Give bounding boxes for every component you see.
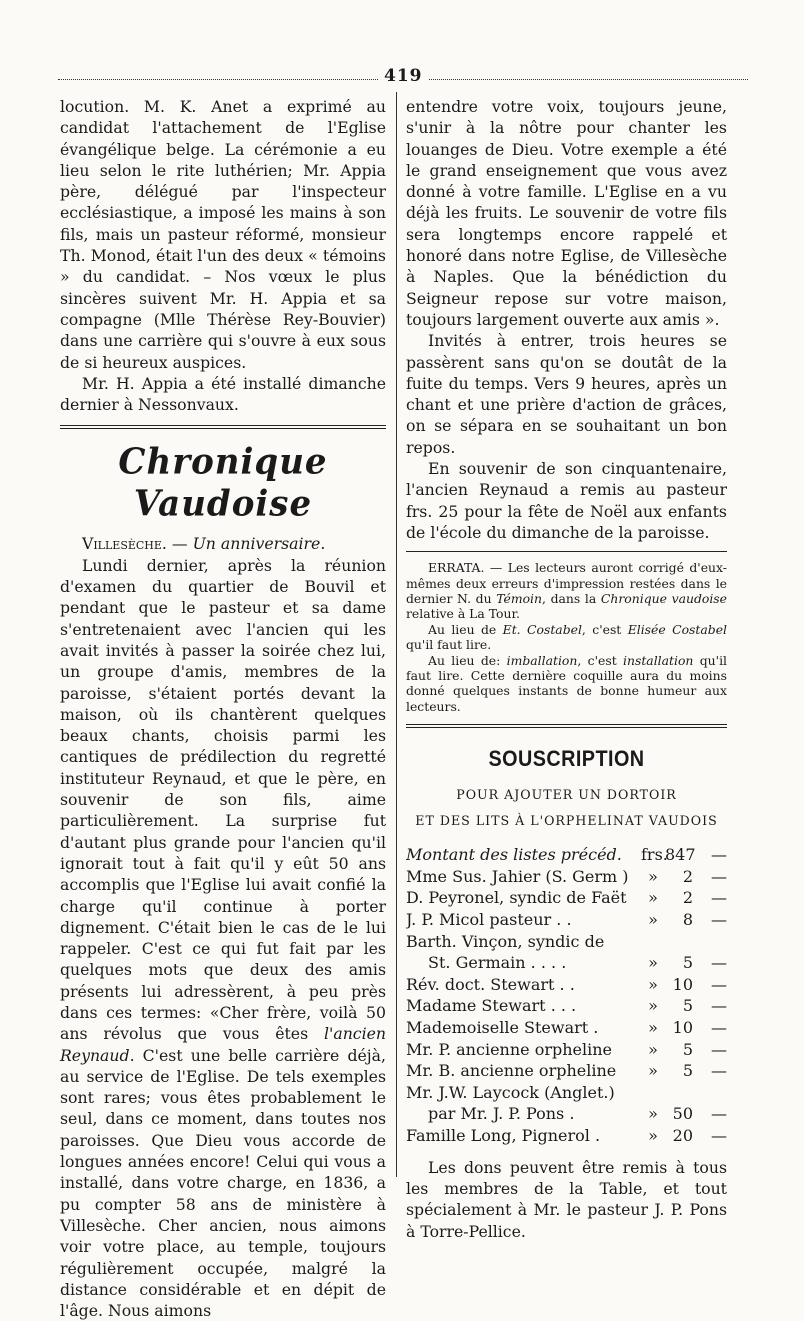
list-item-dash: — xyxy=(711,996,727,1016)
errata-2a: Au lieu de xyxy=(428,621,503,637)
list-item xyxy=(406,1060,727,1082)
list-item-dash: — xyxy=(711,1018,727,1038)
list-item-name: Rév. doct. Stewart . . xyxy=(406,974,575,994)
list-item-dash: — xyxy=(711,888,727,908)
list-item xyxy=(406,995,727,1017)
paragraph-2: Invités à entrer, trois heures se passèrent sans qu'on se doutât de la fuite du temps. Vers 9 heures, après un chant et une prière d'action de grâces, on se sépara en se souhaitant un bon repos. xyxy=(406,331,727,457)
intro-paragraph: locution. M. K. Anet a exprimé au candidat l'attachement de l'Eglise évangélique belge. La cérémonie a eu lieu selon le rite luthérien; Mr. Appia père, délégué par l'inspecteur ecclésiastique, a imposé les mains à son fils, mais un pasteur réformé, monsieur Th. Monod, était l'un des deux « témoins » du candidat. – Nos vœux le plus sincères suivent Mr. H. Appia et sa compagne (Mlle Thérèse Rey-Bouvier) dans une carrière qui s'ouvre à eux sous de si heureux auspices. xyxy=(60,97,386,372)
list-item xyxy=(406,974,727,996)
errata-1a: ERRATA. — Les lecteurs auront corrigé d'eux-mêmes deux erreurs d'impression restées dans le dernier N. du xyxy=(406,560,727,607)
list-item-dash: — xyxy=(711,1061,727,1081)
list-item-dash: — xyxy=(711,845,727,865)
souscription-divider xyxy=(406,724,727,728)
errata-line-3 xyxy=(406,653,727,715)
section-title: Chronique Vaudoise xyxy=(118,441,328,526)
list-item xyxy=(406,952,727,974)
list-item xyxy=(406,866,727,888)
errata-2d: Elisée Costabel xyxy=(627,621,727,637)
list-item-name: Mademoiselle Stewart . xyxy=(406,1018,599,1038)
article-heading-sep: — xyxy=(166,534,193,554)
list-item-name: Mr. J.W. Laycock (Anglet.) xyxy=(406,1082,615,1102)
errata-block xyxy=(406,560,727,714)
list-item-amount: 8 xyxy=(682,910,693,930)
errata-3c: , c'est xyxy=(577,652,624,668)
list-item-dash: — xyxy=(711,866,727,886)
list-item-name: Mr. B. ancienne orpheline xyxy=(406,1061,617,1081)
list-item-name: Barth. Vinçon, syndic de xyxy=(406,931,605,951)
list-item-name: Mme Sus. Jahier (S. Germ ) xyxy=(406,866,629,886)
list-item-amount: 5 xyxy=(682,1061,693,1081)
list-item-dash: — xyxy=(711,910,727,930)
list-item xyxy=(406,909,727,931)
list-item-amount: 2 xyxy=(682,866,693,886)
errata-divider xyxy=(406,551,727,552)
article-body xyxy=(60,555,386,1321)
list-item-name: Montant des listes précéd. xyxy=(406,845,622,865)
errata-1c: , dans la xyxy=(542,591,601,607)
errata-line-2 xyxy=(406,622,727,653)
list-item-name: Mr. P. ancienne orpheline xyxy=(406,1039,612,1059)
list-item-amount: 20 xyxy=(672,1126,693,1146)
article-text-2: . C'est une belle carrière déjà, au service de l'Eglise. De tels exemples sont rares; vous êtes probablement le seul, dans ce moment, dans toutes nos paroisses. Que Dieu vous accorde de longues années encore! Celui qui vous a installé, dans votre charge, en 1836, a pu compter 58 ans de ministère à Villesèche. Cher ancien, nous aimons voir votre place, au temple, toujours régulièrement occupée, malgré la distance considérable et en dépit de l'âge. Nous aimons xyxy=(60,1045,386,1321)
list-item xyxy=(406,1103,727,1125)
list-item xyxy=(406,931,727,953)
errata-2b: Et. Costabel xyxy=(502,621,582,637)
list-item-mark: » xyxy=(648,866,658,886)
article-italic-1: l'ancien Reynaud xyxy=(60,1024,386,1065)
list-item-amount: 847 xyxy=(665,845,696,865)
list-item xyxy=(406,844,727,866)
list-item-amount: 10 xyxy=(672,974,693,994)
list-item-mark: » xyxy=(648,1018,658,1038)
errata-line-1 xyxy=(406,560,727,622)
errata-2e: qu'il faut lire. xyxy=(406,637,492,653)
list-item xyxy=(406,887,727,909)
install-paragraph: Mr. H. Appia a été installé dimanche dernier à Nessonvaux. xyxy=(60,373,386,415)
errata-3e: qu'il faut lire. Cette dernière coquille aura du moins donné quelques instants de bonne humeur aux lecteurs. xyxy=(406,652,727,714)
errata-1b: Témoin xyxy=(496,591,543,607)
subscription-list xyxy=(406,844,727,1146)
list-item-name: Madame Stewart . . . xyxy=(406,996,577,1016)
errata-3b: imballation xyxy=(506,652,578,668)
article-text-1: Lundi dernier, après la réunion d'examen du quartier de Bouvil et pendant que le pasteur et sa dame s'entretenaient avec l'ancien qui les avait invités à passer la soirée chez lui, un groupe d'amis, membres de la paroisse, s'étaient portés devant la maison, où ils chantèrent quelques beaux chants, choisis parmi les cantiques de prédilection du regretté instituteur Reynaud, et que le père, en souvenir de son fils, aime particulièrement. La surprise fut d'autant plus grande pour l'ancien qu'il ignorait tout à fait qu'il y eût 50 ans accomplis que l'Eglise lui avait confié la charge qu'il continue à porter dignement. C'était bien le cas de le lui rappeler. C'est ce qui fut fait par les quelques mots que deux des amis présents lui adressèrent, à peu près dans ces termes: «Cher frère, voilà 50 ans révolus que vous êtes xyxy=(60,555,386,1044)
left-column xyxy=(60,96,386,1321)
souscription-subtitle-1: POUR AJOUTER UN DORTOIR xyxy=(456,787,677,803)
list-item-dash: — xyxy=(711,1126,727,1146)
page-header xyxy=(58,66,748,90)
list-item-name: par Mr. J. P. Pons . xyxy=(428,1104,575,1124)
list-item-mark: » xyxy=(648,974,658,994)
list-item-mark: frs. xyxy=(641,845,668,865)
souscription-subtitle-2: ET DES LITS À L'ORPHELINAT VAUDOIS xyxy=(415,813,718,829)
list-item-amount: 10 xyxy=(672,1018,693,1038)
paragraph-3: En souvenir de son cinquantenaire, l'ancien Reynaud a remis au pasteur frs. 25 pour la fête de Noël aux enfants de l'école du dimanche de la paroisse. xyxy=(406,459,727,542)
article-heading-title: Un anniversaire. xyxy=(192,534,326,554)
errata-1d: Chronique vaudoise xyxy=(600,591,727,607)
list-item-mark: » xyxy=(648,996,658,1016)
list-item xyxy=(406,1017,727,1039)
list-item-amount: 50 xyxy=(672,1104,693,1124)
list-item-name: Famille Long, Pignerol . xyxy=(406,1126,601,1146)
closing-paragraph: Les dons peuvent être remis à tous les membres de la Table, et tout spécialement à Mr. le pasteur J. P. Pons à Torre-Pellice. xyxy=(406,1157,727,1241)
errata-3d: installation xyxy=(623,652,694,668)
list-item-name: St. Germain . . . . xyxy=(428,953,567,973)
section-divider xyxy=(60,425,386,429)
list-item xyxy=(406,1082,727,1104)
list-item-amount: 5 xyxy=(682,996,693,1016)
list-item-name: J. P. Micol pasteur . . xyxy=(406,910,572,930)
list-item-mark: » xyxy=(648,1039,658,1059)
column-divider xyxy=(396,92,397,1177)
continued-text: entendre votre voix, toujours jeune, s'unir à la nôtre pour chanter les louanges de Dieu. Votre exemple a été le grand enseignement que vous avez donné à votre famille. L'Eglise en a vu déjà les fruits. Le souvenir de votre fils sera longtemps encore rappelé et honoré dans notre Eglise, de Villesèche à Naples. Que la bénédiction du Seigneur repose sur votre maison, toujours largement ouverte aux amis ». xyxy=(406,97,727,329)
list-item-mark: » xyxy=(648,953,658,973)
list-item-dash: — xyxy=(711,1104,727,1124)
list-item-mark: » xyxy=(648,1126,658,1146)
list-item-amount: 5 xyxy=(682,953,693,973)
errata-3a: Au lieu de: xyxy=(428,652,507,668)
right-column xyxy=(406,96,727,1242)
errata-1e: relative à La Tour. xyxy=(406,606,520,622)
errata-2c: , c'est xyxy=(581,621,628,637)
list-item xyxy=(406,1125,727,1147)
list-item-mark: » xyxy=(648,888,658,908)
list-item-dash: — xyxy=(711,974,727,994)
list-item-mark: » xyxy=(648,910,658,930)
list-item-mark: » xyxy=(648,1061,658,1081)
list-item-amount: 2 xyxy=(682,888,693,908)
list-item-dash: — xyxy=(711,1039,727,1059)
list-item xyxy=(406,1039,727,1061)
list-item-mark: » xyxy=(648,1104,658,1124)
list-item-name: D. Peyronel, syndic de Faët xyxy=(406,888,627,908)
list-item-amount: 5 xyxy=(682,1039,693,1059)
page-number: 419 xyxy=(378,66,429,86)
article-heading xyxy=(60,533,386,554)
souscription-title: SOUSCRIPTION xyxy=(488,746,645,772)
list-item-dash: — xyxy=(711,953,727,973)
article-heading-place: Villesèche. xyxy=(82,534,167,554)
